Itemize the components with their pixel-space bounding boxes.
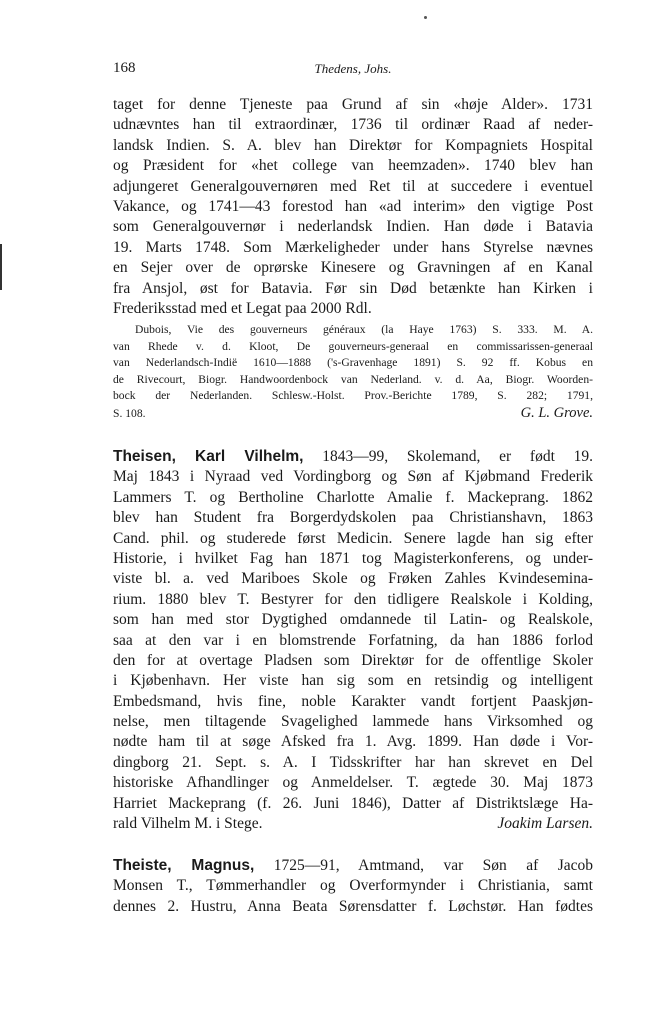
text-line: historiske Afhandlinger og Anmeldelser. T. ægtede 30. Maj 1873 xyxy=(113,774,593,792)
text-line: i Kjøbenhavn. Her viste han sig som en retsindig og intelligent xyxy=(113,672,593,690)
text-line: udnævntes han til extraordinær, 1736 til ordinær Raad af neder- xyxy=(113,116,593,134)
text-line: som Generalgouvernør i nederlandsk Indien. Han døde i Batavia xyxy=(113,218,593,236)
text-line: Frederiksstad med et Legat paa 2000 Rdl. xyxy=(113,299,372,317)
entry-headword: Theisen, Karl Vilhelm, xyxy=(113,448,304,465)
text-line: og Præsident for «het college van heemzaden». 1740 blev han xyxy=(113,157,593,175)
text-fragment: 1725—91, Amtmand, var Søn af Jacob xyxy=(254,857,593,874)
text-line: blev han Student fra Borgerdydskolen paa Christianshavn, 1863 xyxy=(113,509,593,527)
text-line: fra Ansjol, øst for Batavia. Før sin Død betænkte han Kirken i xyxy=(113,279,593,297)
text-fragment: 1843—99, Skolemand, er født 19. xyxy=(303,448,593,465)
text-line: Historie, i hvilket Fag han 1871 tog Magisterkonferens, og under- xyxy=(113,549,593,567)
entry-first-line xyxy=(113,856,593,876)
reference-line: bock der Nederlanden. Schlesw.-Holst. Prov.-Berichte 1789, S. 282; 1791, xyxy=(113,389,593,402)
reference-line: de Rivecourt, Biogr. Handwoordenbock van Nederland. v. d. Aa, Biogr. Woorden- xyxy=(113,372,593,386)
text-line: nødte ham til at søge Afsked fra 1. Avg. 1899. Han døde i Vor- xyxy=(113,733,593,751)
text-line: landsk Indien. S. A. blev han Direktør for Kompagniets Hospital xyxy=(113,136,593,154)
text-line: Monsen T., Tømmerhandler og Overformynder i Christiania, samt xyxy=(113,877,593,895)
text-line: dingborg 21. Sept. s. A. I Tidsskrifter har han skrevet en Del xyxy=(113,753,593,771)
entry-theisen xyxy=(113,447,593,834)
page-header xyxy=(113,60,593,80)
entry-theiste xyxy=(113,856,593,917)
text-line: Lammers T. og Bertholine Charlotte Amalie f. Mackeprang. 1862 xyxy=(113,488,593,506)
text-line: Embedsmand, hvis fine, noble Karakter vandt fortjent Paaskjøn- xyxy=(113,692,593,710)
text-line: en Sejer over de oprørske Kinesere og Gravningen af en Kanal xyxy=(113,259,593,277)
reference-line: S. 108. xyxy=(113,406,146,420)
reference-line-with-signature xyxy=(113,405,593,422)
text-line: Harriet Mackeprang (f. 26. Juni 1846), Datter af Distriktslæge Ha- xyxy=(113,794,593,812)
reference-line: van Nederlandsch-Indië 1610—1888 ('s-Gravenhage 1891) S. 92 ff. Kobus en xyxy=(113,356,593,369)
text-line: som han med stor Dygtighed omdannede til Latin- og Realskole, xyxy=(113,611,593,629)
references-thedens xyxy=(113,322,593,421)
text-line: 19. Marts 1748. Som Mærkeligheder under hans Styrelse nævnes xyxy=(113,238,593,256)
text-line: den for at overtage Pladsen som Direktør for de offentlige Skoler xyxy=(113,651,593,669)
author-signature: Joakim Larsen. xyxy=(497,815,593,833)
reference-line: van Rhede v. d. Kloot, De gouverneurs-generaal en commissarissen-generaal xyxy=(113,339,593,353)
print-mark xyxy=(424,16,427,19)
running-head: Thedens, Johs. xyxy=(314,61,392,76)
text-line: taget for denne Tjeneste paa Grund af sin «høje Alder». 1731 xyxy=(113,96,593,113)
author-signature: G. L. Grove. xyxy=(520,404,593,421)
text-line: nelse, men tiltagende Svagelighed lammede hans Virksomhed og xyxy=(113,713,593,731)
text-line: Vakance, og 1741—43 forestod han «ad interim» den vigtige Post xyxy=(113,197,593,215)
text-line: rald Vilhelm M. i Stege. xyxy=(113,815,263,833)
text-line: dennes 2. Hustru, Anna Beata Sørensdatter f. Løchstør. Han fødtes xyxy=(113,897,593,915)
text-line: Cand. phil. og studerede først Medicin. Senere lagde han sig efter xyxy=(113,529,593,547)
text-line: adjungeret Generalgouvernøren med Ret til at succedere i eventuel xyxy=(113,177,593,195)
text-line: viste bl. a. ved Mariboes Skole og Frøken Zahles Kvindesemina- xyxy=(113,570,593,588)
entry-thedens xyxy=(113,95,593,319)
scan-edge-mark xyxy=(0,244,2,290)
reference-line: Dubois, Vie des gouverneurs généraux (la Haye 1763) S. 333. M. A. xyxy=(135,323,593,336)
text-line: Maj 1843 i Nyraad ved Vordingborg og Søn af Kjøbmand Frederik xyxy=(113,468,593,486)
text-line: rium. 1880 blev T. Bestyrer for den tidligere Realskole i Kolding, xyxy=(113,590,593,608)
entry-first-line xyxy=(113,447,593,467)
text-line: saa at den var i en blomstrende Forfatning, da han 1886 forlod xyxy=(113,631,593,649)
page-number: 168 xyxy=(113,60,136,76)
entry-headword: Theiste, Magnus, xyxy=(113,857,255,874)
text-line-with-signature xyxy=(113,814,593,834)
